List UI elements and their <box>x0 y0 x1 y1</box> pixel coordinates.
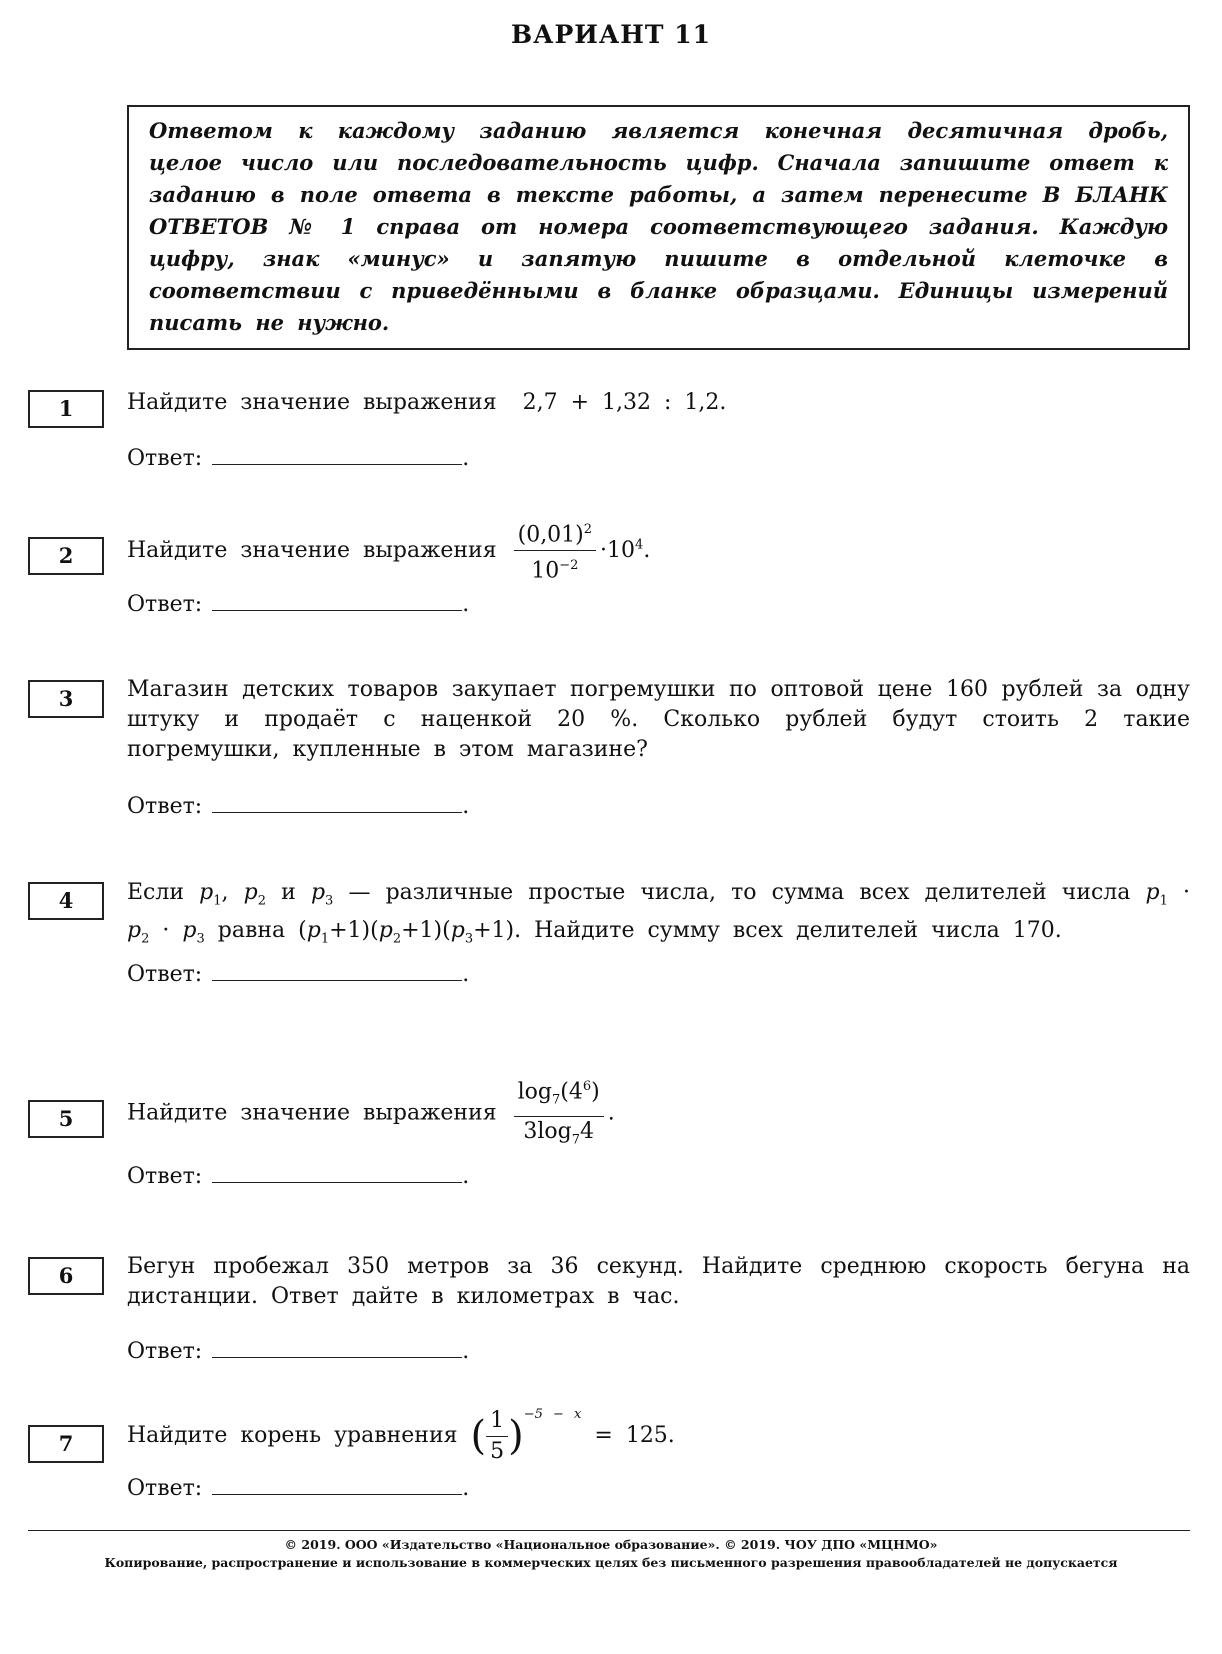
answer-period: . <box>462 794 470 819</box>
task-number-box: 3 <box>28 680 104 718</box>
fraction <box>514 515 596 587</box>
answer-field[interactable] <box>212 1160 462 1183</box>
math-expression: $(p_1+1)(p_2+1)(p_3+1)$. <box>298 918 522 947</box>
exponent: −5 − x <box>523 1407 582 1422</box>
answer-label: Ответ: <box>127 962 203 987</box>
task-number-box: 2 <box>28 537 104 575</box>
page-title: ВАРИАНТ 11 <box>511 20 711 49</box>
task-text: Найдите корень уравнения <box>127 1423 458 1448</box>
task-question: Магазин детских товаров закупает погремушки по оптовой цене 160 рублей за одну штуку и продаёт с наценкой 20 %. Сколько рублей будут стоить 2 такие погремушки, купленные в этом магазине? <box>127 677 1190 762</box>
math-multiplier: $\cdot 10^4$. <box>600 537 651 563</box>
footer-divider <box>28 1530 1190 1531</box>
fraction-denominator: 5 <box>490 1438 505 1464</box>
answer-row <box>127 1472 469 1504</box>
answer-row <box>127 442 469 474</box>
instructions-box: Ответом к каждому заданию является конечная десятичная дробь, целое число или последовательность цифр. Сначала запишите ответ к заданию в поле ответа в тексте работы, а затем перенесите В БЛАНК ОТВЕТОВ № 1 справа от номера соответствующего задания. Каждую цифру, знак «минус» и запятую пишите в отдельной клеточке в соответствии с приведёнными в бланке образцами. Единицы измерений писать не нужно. <box>127 105 1190 350</box>
answer-label: Ответ: <box>127 1164 203 1189</box>
task-question: Найдите корень уравнения ( $\frac{1}{5}$ )$^{-5 - x}$ = 125. <box>127 1400 1190 1467</box>
fraction-numerator: $(0,01)^2$ <box>514 515 596 551</box>
answer-label: Ответ: <box>127 446 203 471</box>
fraction-numerator: 1 <box>486 1406 508 1437</box>
answer-field[interactable] <box>212 790 462 813</box>
task-text: Найдите значение выражения <box>127 390 497 415</box>
equation-rhs: = 125. <box>594 1423 675 1448</box>
task-number-box: 5 <box>28 1100 104 1138</box>
footer-notice: Копирование, распространение и использование в коммерческих целях без письменного разрешения правообладателей не допускается <box>104 1555 1118 1570</box>
answer-label: Ответ: <box>127 592 203 617</box>
answer-row <box>127 958 469 990</box>
answer-period: . <box>462 1339 470 1364</box>
fraction-numerator: $\log_7(4^6)$ <box>514 1072 604 1117</box>
math-expression: 2,7 + 1,32 : 1,2. <box>522 390 727 415</box>
fraction <box>486 1406 508 1467</box>
answer-period: . <box>462 446 470 471</box>
task-number-box: 1 <box>28 390 104 428</box>
task-number-box: 4 <box>28 882 104 920</box>
answer-field[interactable] <box>212 958 462 981</box>
fraction-denominator: $10^{-2}$ <box>531 558 579 584</box>
task-question: Если $p_1$, $p_2$ и $p_3$ — различные простые числа, то сумма всех делителей числа $p_1 \cdot p_2 \cdot p_3$ равна $(p_1+1)(p_2+1)(p_3+1)$. Найдите сумму всех делителей числа 170. <box>127 880 1191 947</box>
task-text: Найдите значение выражения <box>127 1100 497 1126</box>
answer-row <box>127 1160 469 1192</box>
answer-period: . <box>462 1164 470 1189</box>
task-number-box: 6 <box>28 1257 104 1295</box>
task-text: Найдите значение выражения <box>127 537 497 563</box>
answer-period: . <box>462 1476 470 1501</box>
answer-label: Ответ: <box>127 794 203 819</box>
task-question <box>127 515 1190 587</box>
task-number-box: 7 <box>28 1425 104 1463</box>
footer-copyright: © 2019. ООО «Издательство «Национальное образование». © 2019. ЧОУ ДПО «МЦНМО» <box>284 1537 938 1552</box>
answer-label: Ответ: <box>127 1476 203 1501</box>
answer-field[interactable] <box>212 1472 462 1495</box>
answer-field[interactable] <box>212 442 462 465</box>
answer-row <box>127 588 469 620</box>
task-question: Найдите значение выражения $\frac{\log_7(4^6)}{3\log_74}$ . <box>127 1072 1190 1155</box>
answer-row <box>127 1335 469 1367</box>
answer-period: . <box>462 592 470 617</box>
task-question: Бегун пробежал 350 метров за 36 секунд. Найдите среднюю скорость бегуна на дистанции. Ответ дайте в километрах в час. <box>127 1254 1190 1309</box>
fraction <box>514 1072 604 1155</box>
fraction-denominator: $3\log_74$ <box>523 1118 594 1148</box>
task-question <box>127 388 1190 418</box>
answer-period: . <box>462 962 470 987</box>
answer-row <box>127 790 469 822</box>
answer-label: Ответ: <box>127 1339 203 1364</box>
answer-field[interactable] <box>212 588 462 611</box>
answer-field[interactable] <box>212 1335 462 1358</box>
